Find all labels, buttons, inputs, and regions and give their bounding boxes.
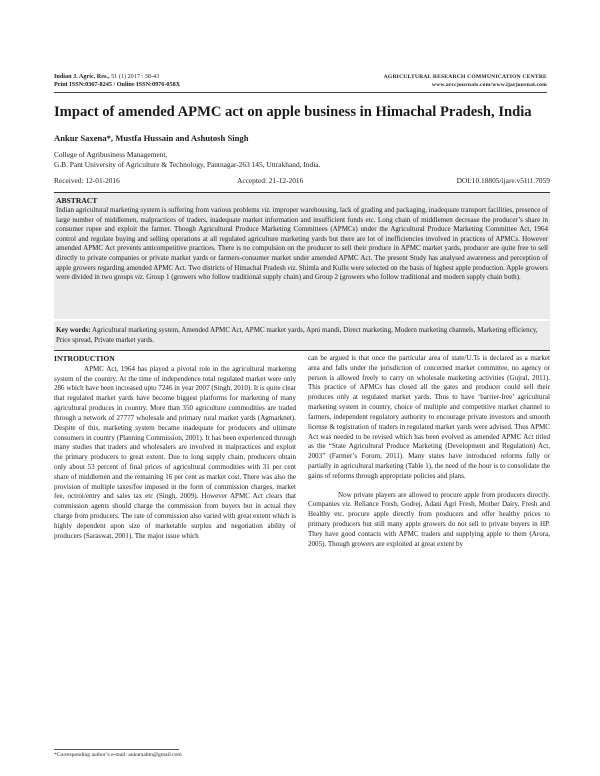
journal-urls[interactable]: www.arccjournals.com/www.ijarjournal.com <box>431 82 547 88</box>
abstract-segment: Group 1 (growers who follow traditional supply chain) and Group 2 (growers who follow traditional and modern supply chain both). <box>144 273 521 282</box>
paragraph-segment: Now private players are allowed to procure apple from producers directly. Companies <box>308 490 550 509</box>
abstract-viz: viz. <box>261 206 271 214</box>
abstract-box <box>54 192 550 319</box>
keywords-list: Agricultural marketing system, Amended APMC Act, APMC market yards, Apni mandi, Direct marketing, Modern marketing channels, Marketing efficiency, Price spread, Private market yards. <box>56 326 538 345</box>
keywords-box <box>54 321 550 351</box>
journal-citation <box>54 73 180 89</box>
footnote-divider <box>54 749 179 750</box>
affiliation-line: College of Agribusiness Management, <box>54 150 168 159</box>
abstract-viz: viz. <box>134 273 145 282</box>
journal-issn: Print ISSN:0367-8245 / Online ISSN:0976-058X <box>54 81 181 88</box>
publisher-name: AGRICULTURAL RESEARCH COMMUNICATION CENTRE <box>383 74 547 80</box>
paragraph-viz: viz. <box>342 500 352 509</box>
paragraph <box>308 491 550 550</box>
article-dates <box>54 176 550 186</box>
abstract-segment: Indian agricultural marketing system is suffering from various problems <box>56 206 262 214</box>
article-title: Impact of amended APMC act on apple business in Himachal Pradesh, India <box>54 104 532 120</box>
journal-name: Indian J. Agric. Res., <box>54 73 110 80</box>
doi[interactable]: DOI:10.18805/ijare.v51i1.7059 <box>456 176 550 185</box>
right-column <box>308 354 550 549</box>
abstract-heading: ABSTRACT <box>56 196 98 205</box>
received-date: Received: 12-01-2016 <box>54 176 120 185</box>
paragraph-segment: Reliance Fresh, Godrej, Adani Agri Fresh, Mother Dairy, Fresh and Healthy etc. procure apple directly from producers and offer healthy prices to primary producers but still many apple growers do not sell to private buyers in HP. They have good contacts with APMC traders and supplying apple to them (Arora, 2005). Though growers are exploited at great extent by <box>308 500 550 548</box>
affiliation <box>54 150 320 169</box>
affiliation-line: G.B. Pant University of Agriculture & Technology, Pantnagar-263 145, Uttrakhand, India. <box>54 159 321 169</box>
abstract-segment: improper warehousing, lack of grading and packaging, inadequate transport facilities, presence of large number of middlemen, malpractices of traders, inadequate market information and insufficient funds etc. Long chain of middlemen decrease the producer’s share in consumer rupee and exploit the farmer. Though Agricultural Produce Marketing Committees (APMCs) under the Agricultural Produce Marketing Committee Act, 1964 control and regulate buying and selling operations at all regulated agriculture marketing yards but there are lot of inefficiencies involved in practices of APMCs. However amended APMC Act prevents anticompetitive practices. There is no compulsion on the producer to sell their produce in APMC market yards, producer are quite free to sell directly to private companies or private market yards or farmers-consumer market under amended APMC Act. The present Study has analysed awareness and perception of apple growers regarding amended APMC Act. Two districts of Himachal Pradesh <box>56 206 548 272</box>
abstract-text <box>56 206 548 283</box>
section-heading-introduction: INTRODUCTION <box>54 354 115 363</box>
paragraph: can be argued is that once the particular area of state/U.Ts is declared as a market area and falls under the jurisdiction of concerned market committee, no agency or person is allowed freely to carry on wholesale marketing activities (Gujral, 2011). This practice of APMCs has closed all the gates and producer could sell their produces only at regulated market yards. Thus to have ‘barrier-free’ agricultural marketing system in country, choice of multiple and competitive market channel to farmers, independent regulatory authority to encourage private investors and smooth license & registration of traders in regulated market yards were advised. Thus APMC Act was needed to be revised which has been evolved as amended APMC Act titled as the “State Agricultural Produce Marketing (Development and Regulation) Act, 2003” (Farmer’s Forum, 2011). Many states have introduced reforms fully or partially in agricultural marketing (Table 1), the need of the hour is to consolidate the gains of reforms through appropriate policies and plans. <box>308 354 550 480</box>
accepted-date: Accepted: 21-12-2016 <box>237 176 304 185</box>
publisher-block <box>384 73 547 89</box>
keywords-label: Key words: <box>56 326 91 334</box>
corresponding-author-footnote: *Corresponding author’s e-mail: ankursabm@gmail.com <box>54 752 182 758</box>
abstract-segment: Shimla and Kullu were selected on the basis of highest apple production. Apple growers were divided in two groups <box>56 263 548 282</box>
journal-volume: 51 (1) 2017 : 38-43 <box>109 73 160 80</box>
header-divider <box>54 92 547 93</box>
author-list: Ankur Saxena*, Mustfa Hussain and Ashutosh Singh <box>54 133 249 143</box>
paragraph: APMC Act, 1964 has played a pivotal role in the agricultural marketing system of the country. At the time of independence total regulated market were only 286 which have been increased upto 7246 in year 2007 (Singh, 2010). It is quite clear that regulated market yards have become biggest platforms for marketing of many agricultural produces in country. More than 350 agriculture commodities are traded through a network of 27777 wholesale and primary rural market yards (Agmarknet). Despite of this, marketing system became inadequate for producers and ultimate consumers in country (Planning Commission, 2001). It has been experienced through many studies that traders and wholesalers are involved in malpractices and exploit the primary producers to great extent. Due to long supply chain, producers obtain only about 53 percent of final prices of agricultural commodities with 31 per cent share of middlemen and the remaining 16 per cent as market cost. There was also the provision of multiple taxes/fee imposed in the form of commission charges, market fee, octroi/entry and sales tax etc (Singh, 2009). However APMC Act clears that commission agents should charge the commission from buyers but in actual they charge from producers. The rate of commission also varied with great extent which is highly dependent upon size of marketable surplus and negotiation ability of producers (Saraswat, 2001). The major issue which <box>54 364 296 540</box>
keywords <box>56 325 548 345</box>
left-column <box>54 354 296 541</box>
abstract-viz: viz. <box>287 263 298 272</box>
